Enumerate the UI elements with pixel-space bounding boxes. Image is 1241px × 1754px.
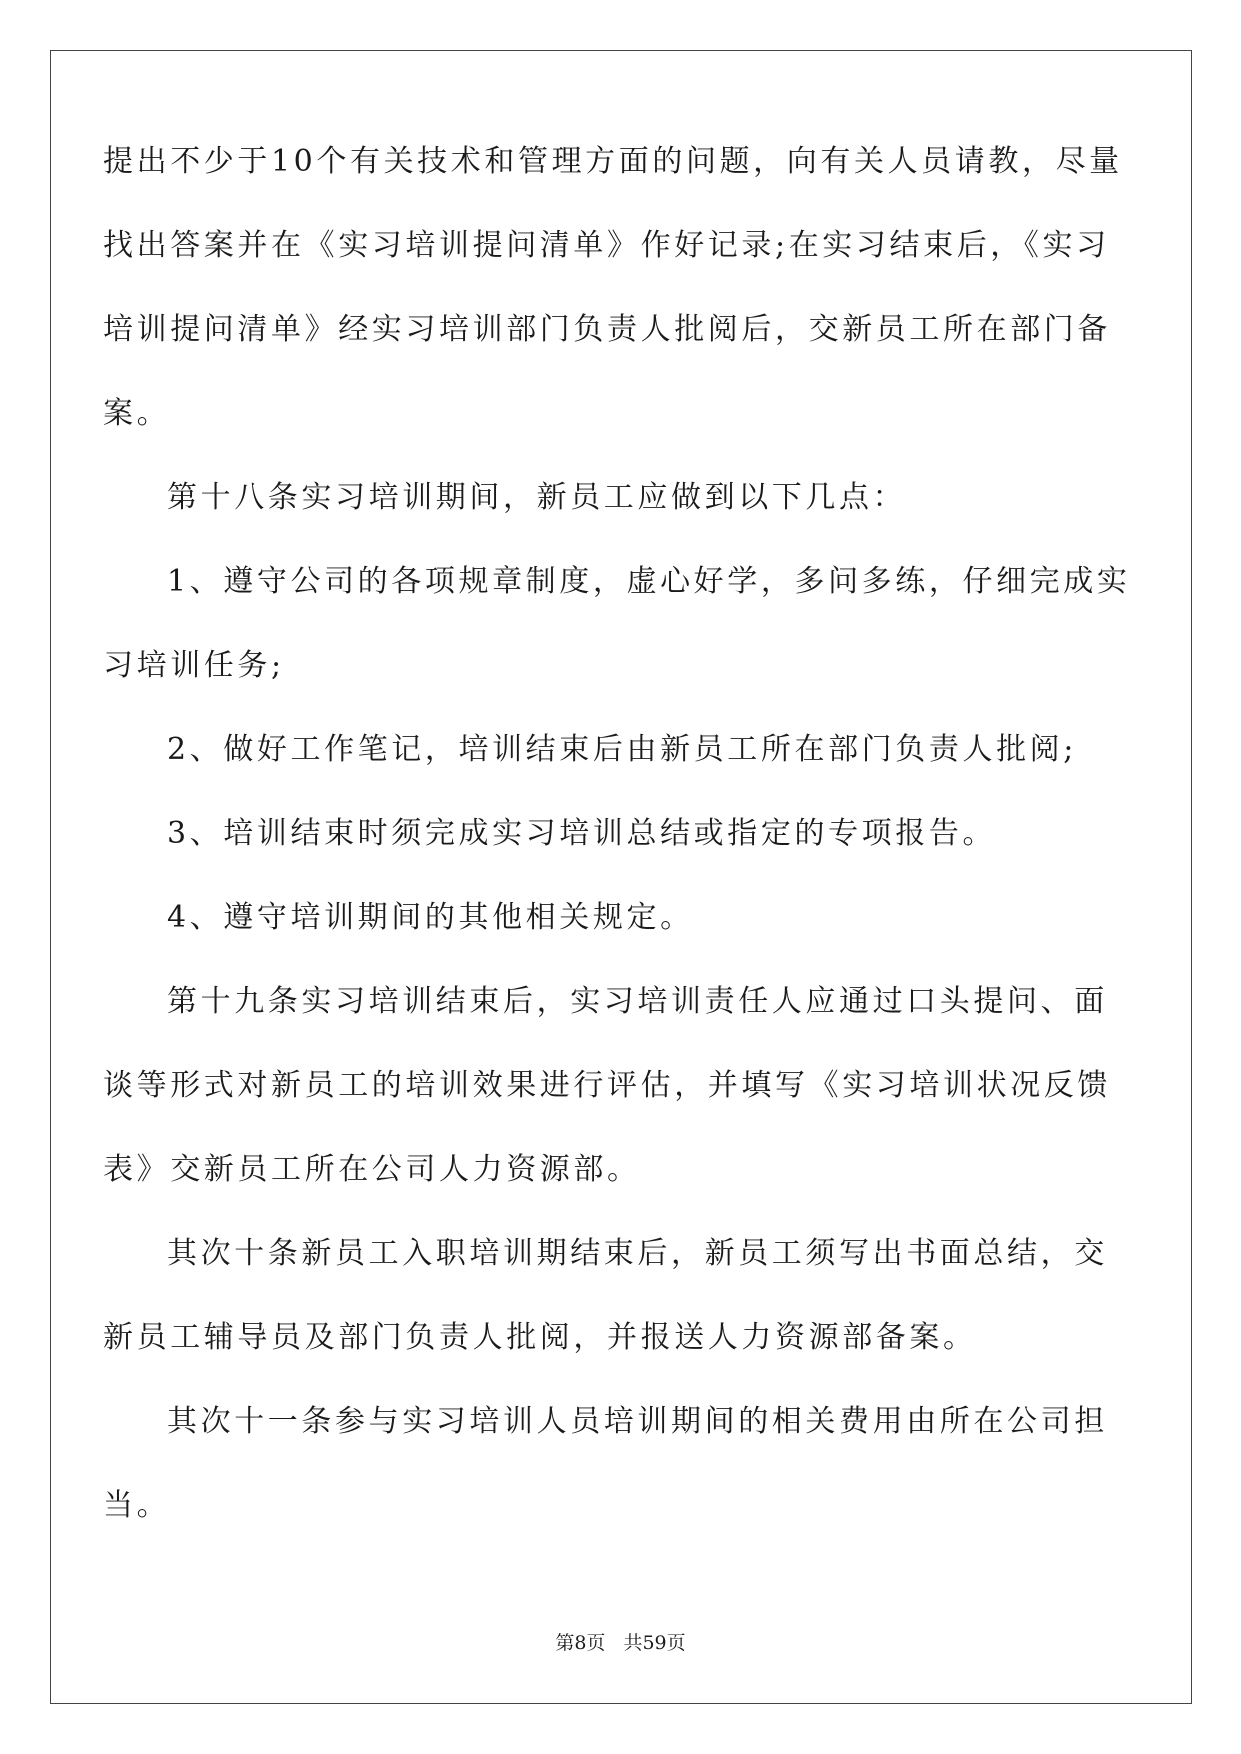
list-item-1: 1、遵守公司的各项规章制度，虚心好学，多问多练，仔细完成实 [167, 564, 1131, 599]
text-line: 培训提问清单》经实习培训部门负责人批阅后，交新员工所在部门备 [103, 312, 1111, 347]
article-19-paragraph: 第十九条实习培训结束后，实习培训责任人应通过口头提问、面 [167, 984, 1108, 1019]
text-line: 提出不少于10个有关技术和管理方面的问题，向有关人员请教，尽量 [103, 144, 1123, 179]
list-item-2: 2、做好工作笔记，培训结束后由新员工所在部门负责人批阅; [167, 732, 1077, 767]
text-line: 新员工辅导员及部门负责人批阅，并报送人力资源部备案。 [103, 1320, 977, 1355]
text-line: 案。 [103, 396, 171, 431]
text-line: 当。 [103, 1488, 171, 1523]
page-footer [0, 1628, 1241, 1655]
text-line: 表》交新员工所在公司人力资源部。 [103, 1152, 641, 1187]
text-line: 习培训任务; [103, 648, 285, 683]
text-line: 谈等形式对新员工的培训效果进行评估，并填写《实习培训状况反馈 [103, 1068, 1111, 1103]
article-20-paragraph: 其次十条新员工入职培训期结束后，新员工须写出书面总结，交 [167, 1236, 1108, 1271]
article-21-paragraph: 其次十一条参与实习培训人员培训期间的相关费用由所在公司担 [167, 1404, 1108, 1439]
list-item-4: 4、遵守培训期间的其他相关规定。 [167, 900, 694, 935]
page-total: 共59页 [623, 1632, 686, 1654]
page-number: 第8页 [555, 1632, 606, 1654]
text-line: 找出答案并在《实习培训提问清单》作好记录;在实习结束后，《实习 [103, 228, 1110, 263]
article-18-heading: 第十八条实习培训期间，新员工应做到以下几点： [167, 480, 907, 515]
document-body [103, 120, 1131, 1548]
list-item-3: 3、培训结束时须完成实习培训总结或指定的专项报告。 [167, 816, 997, 851]
